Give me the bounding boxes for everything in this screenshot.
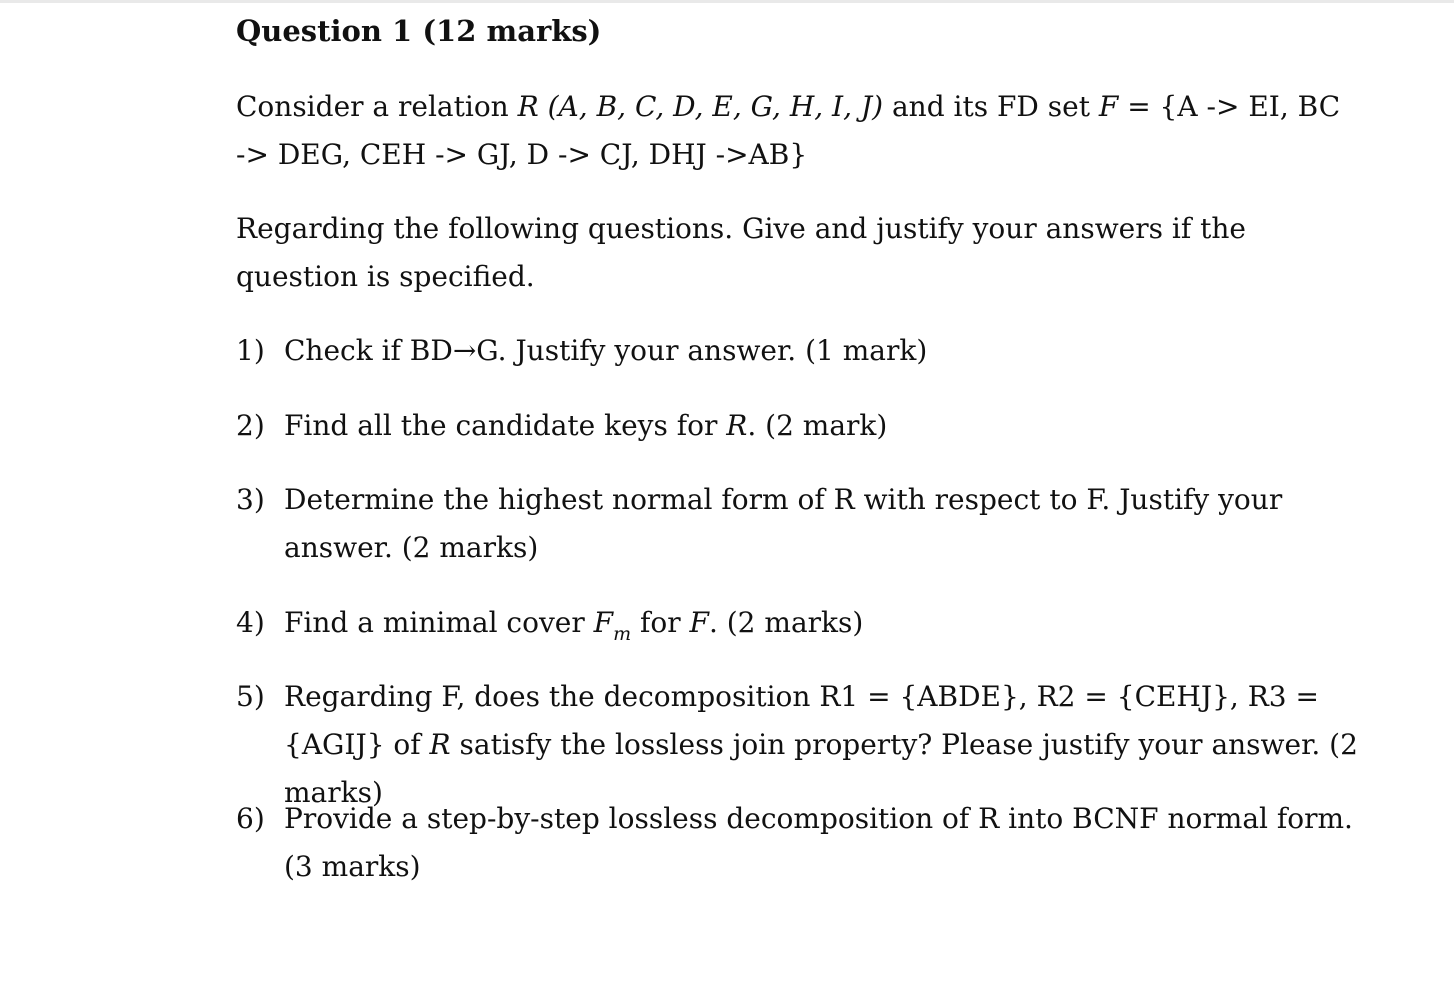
instructions-paragraph: Regarding the following questions. Give and justify your answers if the question is specified. bbox=[236, 212, 1246, 293]
fd-set: = {A -> EI, BC -> DEG, CEH -> GJ, D -> CJ, DHJ ->AB} bbox=[236, 90, 1341, 171]
intro-prefix: Consider a relation bbox=[236, 90, 518, 123]
fd-symbol: F bbox=[1098, 90, 1119, 123]
relation-symbol: R bbox=[726, 409, 748, 442]
question-text: Provide a step-by-step lossless decomposition of R into BCNF normal form. (3 marks) bbox=[284, 802, 1353, 883]
question-text bbox=[284, 402, 1361, 450]
question-title: Question 1 (12 marks) bbox=[236, 14, 602, 48]
question-text-part: satisfy the lossless join property? Please justify your answer. (2 marks) bbox=[284, 728, 1358, 809]
minimal-cover-symbol: F bbox=[593, 606, 614, 639]
question-number: 4) bbox=[236, 606, 265, 639]
question-item-6 bbox=[236, 795, 1361, 891]
question-text-part: Regarding F, does the decomposition R1 = {ABDE}, R2 = {CEHJ}, R3 = {AGIJ} of bbox=[284, 680, 1319, 761]
question-number: 2) bbox=[236, 409, 265, 442]
question-number: 5) bbox=[236, 680, 265, 713]
question-item-1 bbox=[236, 327, 1361, 375]
question-text: Check if BD→G. Justify your answer. (1 mark) bbox=[284, 334, 928, 367]
relation-attributes: (A, B, C, D, E, G, H, I, J) bbox=[538, 90, 884, 123]
question-text-part: for bbox=[631, 606, 690, 639]
question-item-4 bbox=[236, 599, 1361, 650]
fd-symbol: F bbox=[689, 606, 709, 639]
relation-symbol: R bbox=[517, 90, 539, 123]
intro-paragraph bbox=[236, 83, 1346, 179]
top-rule bbox=[0, 0, 1454, 3]
question-number: 6) bbox=[236, 802, 265, 835]
intro-middle: and its FD set bbox=[883, 90, 1099, 123]
question-text-part: . (2 marks) bbox=[708, 606, 864, 639]
question-text-part: . (2 mark) bbox=[747, 409, 888, 442]
question-text: Determine the highest normal form of R with respect to F. Justify your answer. (2 marks) bbox=[284, 483, 1283, 564]
question-text-part: Find all the candidate keys for bbox=[284, 409, 727, 442]
question-text-part: Find a minimal cover bbox=[284, 606, 594, 639]
minimal-cover-subscript: m bbox=[613, 623, 632, 645]
relation-symbol: R bbox=[429, 728, 451, 761]
question-text bbox=[284, 599, 1361, 650]
question-item-2 bbox=[236, 402, 1361, 450]
question-number: 1) bbox=[236, 334, 265, 367]
question-number: 3) bbox=[236, 483, 265, 516]
question-item-3 bbox=[236, 476, 1361, 572]
